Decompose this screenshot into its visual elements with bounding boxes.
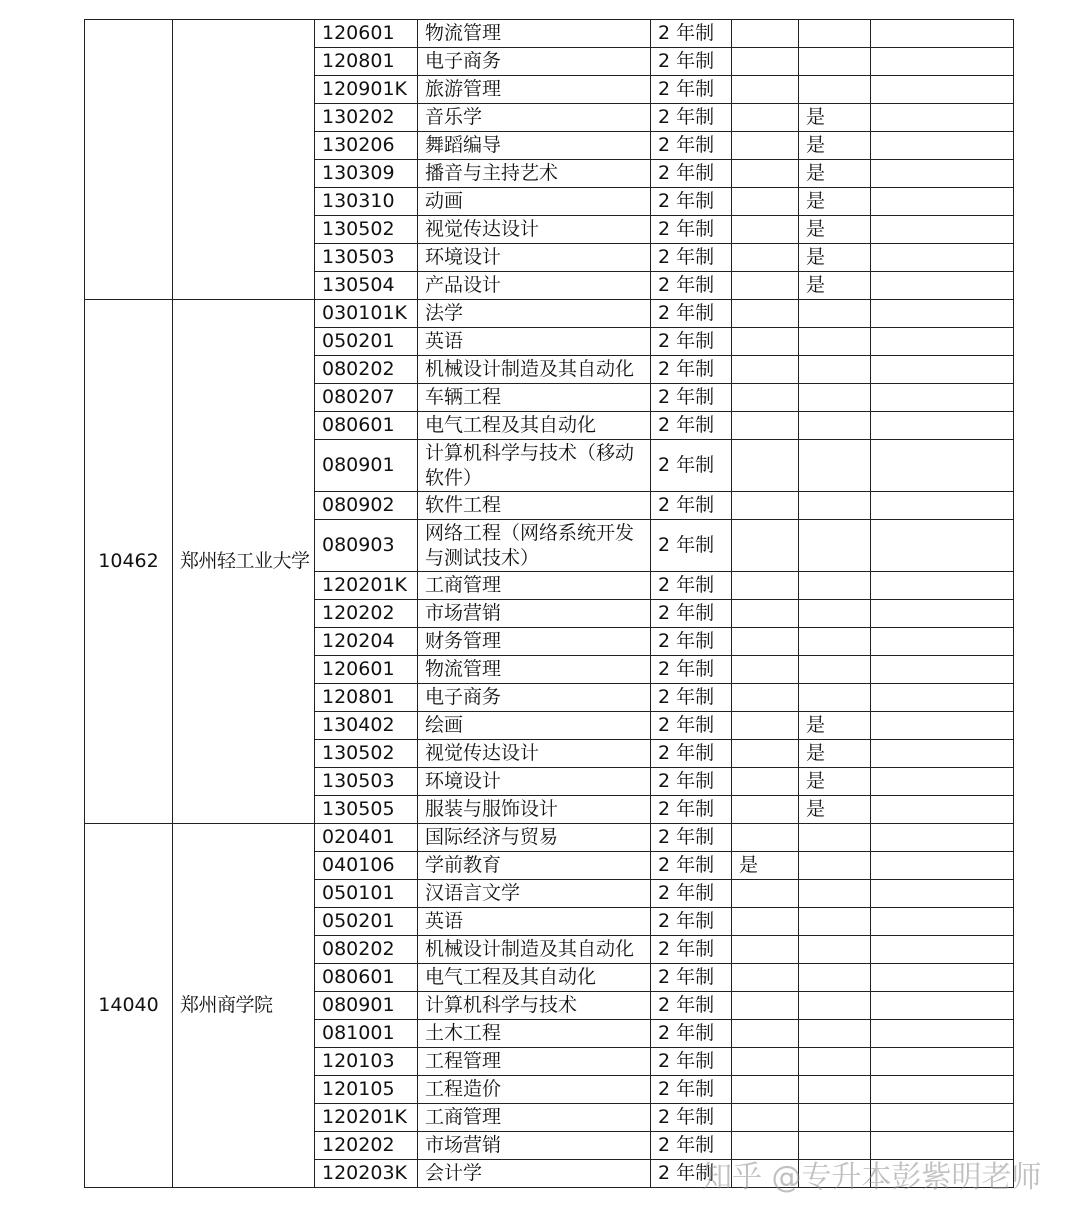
flag-b-cell: [799, 356, 871, 384]
flag-a-cell: [732, 1020, 799, 1048]
major-code-cell: 130502: [315, 740, 418, 768]
major-name-cell: 计算机科学与技术（移动软件）: [418, 440, 651, 492]
school-name-cell: 郑州商学院: [173, 824, 315, 1188]
flag-a-cell: [732, 216, 799, 244]
major-name-cell: 电子商务: [418, 48, 651, 76]
major-name-cell: 播音与主持艺术: [418, 160, 651, 188]
major-code-cell: 130202: [315, 104, 418, 132]
duration-cell: 2 年制: [651, 796, 732, 824]
major-code-cell: 120202: [315, 1132, 418, 1160]
flag-b-cell: 是: [799, 272, 871, 300]
flag-a-cell: [732, 712, 799, 740]
major-code-cell: 030101K: [315, 300, 418, 328]
flag-a-cell: [732, 600, 799, 628]
major-code-cell: 120801: [315, 684, 418, 712]
major-name-cell: 学前教育: [418, 852, 651, 880]
duration-cell: 2 年制: [651, 628, 732, 656]
flag-b-cell: [799, 440, 871, 492]
major-code-cell: 080601: [315, 964, 418, 992]
major-name-cell: 动画: [418, 188, 651, 216]
major-table-body: [85, 20, 1014, 1188]
note-cell: [871, 160, 1014, 188]
major-name-cell: 绘画: [418, 712, 651, 740]
duration-cell: 2 年制: [651, 936, 732, 964]
duration-cell: 2 年制: [651, 132, 732, 160]
note-cell: [871, 48, 1014, 76]
flag-b-cell: [799, 1076, 871, 1104]
flag-b-cell: [799, 48, 871, 76]
duration-cell: 2 年制: [651, 1160, 732, 1188]
note-cell: [871, 440, 1014, 492]
duration-cell: 2 年制: [651, 964, 732, 992]
major-name-cell: 财务管理: [418, 628, 651, 656]
duration-cell: 2 年制: [651, 520, 732, 572]
major-name-cell: 物流管理: [418, 656, 651, 684]
flag-b-cell: [799, 936, 871, 964]
note-cell: [871, 684, 1014, 712]
major-name-cell: 英语: [418, 908, 651, 936]
major-name-cell: 电气工程及其自动化: [418, 964, 651, 992]
duration-cell: 2 年制: [651, 188, 732, 216]
duration-cell: 2 年制: [651, 216, 732, 244]
major-code-cell: 120202: [315, 600, 418, 628]
major-name-cell: 环境设计: [418, 768, 651, 796]
flag-b-cell: 是: [799, 104, 871, 132]
duration-cell: 2 年制: [651, 104, 732, 132]
note-cell: [871, 384, 1014, 412]
duration-cell: 2 年制: [651, 1132, 732, 1160]
flag-a-cell: [732, 20, 799, 48]
flag-a-cell: [732, 908, 799, 936]
flag-b-cell: 是: [799, 712, 871, 740]
note-cell: [871, 132, 1014, 160]
duration-cell: 2 年制: [651, 20, 732, 48]
major-name-cell: 汉语言文学: [418, 880, 651, 908]
note-cell: [871, 628, 1014, 656]
flag-a-cell: [732, 520, 799, 572]
note-cell: [871, 740, 1014, 768]
major-code-cell: 080202: [315, 936, 418, 964]
major-code-cell: 130503: [315, 244, 418, 272]
note-cell: [871, 824, 1014, 852]
flag-a-cell: [732, 740, 799, 768]
major-code-cell: 130504: [315, 272, 418, 300]
note-cell: [871, 796, 1014, 824]
major-code-cell: 120204: [315, 628, 418, 656]
note-cell: [871, 908, 1014, 936]
note-cell: [871, 244, 1014, 272]
flag-b-cell: [799, 992, 871, 1020]
flag-b-cell: [799, 1104, 871, 1132]
major-table: [84, 19, 1014, 1188]
flag-a-cell: [732, 160, 799, 188]
note-cell: [871, 600, 1014, 628]
duration-cell: 2 年制: [651, 1104, 732, 1132]
major-code-cell: 120105: [315, 1076, 418, 1104]
duration-cell: 2 年制: [651, 300, 732, 328]
note-cell: [871, 1104, 1014, 1132]
school-code-cell: 14040: [85, 824, 173, 1188]
note-cell: [871, 992, 1014, 1020]
major-name-cell: 电气工程及其自动化: [418, 412, 651, 440]
duration-cell: 2 年制: [651, 412, 732, 440]
flag-a-cell: [732, 328, 799, 356]
flag-a-cell: [732, 768, 799, 796]
flag-b-cell: [799, 628, 871, 656]
major-code-cell: 120801: [315, 48, 418, 76]
flag-b-cell: [799, 328, 871, 356]
major-code-cell: 050201: [315, 908, 418, 936]
note-cell: [871, 1076, 1014, 1104]
major-code-cell: 120601: [315, 656, 418, 684]
major-code-cell: 120601: [315, 20, 418, 48]
duration-cell: 2 年制: [651, 824, 732, 852]
flag-a-cell: [732, 188, 799, 216]
flag-b-cell: [799, 852, 871, 880]
flag-a-cell: [732, 628, 799, 656]
note-cell: [871, 188, 1014, 216]
note-cell: [871, 76, 1014, 104]
note-cell: [871, 964, 1014, 992]
major-code-cell: 120901K: [315, 76, 418, 104]
note-cell: [871, 20, 1014, 48]
major-name-cell: 物流管理: [418, 20, 651, 48]
major-code-cell: 130310: [315, 188, 418, 216]
major-name-cell: 服装与服饰设计: [418, 796, 651, 824]
flag-b-cell: 是: [799, 160, 871, 188]
major-code-cell: 080601: [315, 412, 418, 440]
flag-a-cell: [732, 572, 799, 600]
flag-b-cell: 是: [799, 768, 871, 796]
flag-b-cell: 是: [799, 796, 871, 824]
major-code-cell: 040106: [315, 852, 418, 880]
school-code-cell: 10462: [85, 300, 173, 824]
major-name-cell: 市场营销: [418, 600, 651, 628]
flag-b-cell: [799, 412, 871, 440]
note-cell: [871, 520, 1014, 572]
flag-b-cell: [799, 300, 871, 328]
major-name-cell: 工商管理: [418, 1104, 651, 1132]
major-code-cell: 130502: [315, 216, 418, 244]
note-cell: [871, 572, 1014, 600]
flag-b-cell: 是: [799, 740, 871, 768]
flag-b-cell: 是: [799, 244, 871, 272]
major-name-cell: 工程管理: [418, 1048, 651, 1076]
major-name-cell: 计算机科学与技术: [418, 992, 651, 1020]
major-code-cell: 020401: [315, 824, 418, 852]
flag-a-cell: [732, 300, 799, 328]
major-name-cell: 网络工程（网络系统开发与测试技术）: [418, 520, 651, 572]
note-cell: [871, 852, 1014, 880]
major-name-cell: 国际经济与贸易: [418, 824, 651, 852]
watermark: 知乎 @专升本彭紫明老师: [702, 1160, 1042, 1195]
note-cell: [871, 1020, 1014, 1048]
note-cell: [871, 300, 1014, 328]
flag-a-cell: [732, 76, 799, 104]
major-code-cell: 120201K: [315, 572, 418, 600]
note-cell: [871, 880, 1014, 908]
duration-cell: 2 年制: [651, 384, 732, 412]
flag-b-cell: 是: [799, 188, 871, 216]
major-code-cell: 080207: [315, 384, 418, 412]
major-name-cell: 音乐学: [418, 104, 651, 132]
flag-b-cell: [799, 964, 871, 992]
major-code-cell: 120103: [315, 1048, 418, 1076]
major-name-cell: 车辆工程: [418, 384, 651, 412]
school-code-cell: [85, 20, 173, 300]
major-code-cell: 080903: [315, 520, 418, 572]
major-code-cell: 120203K: [315, 1160, 418, 1188]
flag-a-cell: [732, 656, 799, 684]
flag-b-cell: [799, 384, 871, 412]
major-name-cell: 会计学: [418, 1160, 651, 1188]
major-name-cell: 工程造价: [418, 1076, 651, 1104]
major-code-cell: 050201: [315, 328, 418, 356]
major-name-cell: 产品设计: [418, 272, 651, 300]
major-code-cell: 130309: [315, 160, 418, 188]
flag-a-cell: [732, 48, 799, 76]
major-name-cell: 环境设计: [418, 244, 651, 272]
duration-cell: 2 年制: [651, 440, 732, 492]
note-cell: [871, 412, 1014, 440]
flag-a-cell: [732, 492, 799, 520]
flag-b-cell: [799, 656, 871, 684]
duration-cell: 2 年制: [651, 684, 732, 712]
table-row: [85, 300, 1014, 328]
flag-a-cell: [732, 132, 799, 160]
major-code-cell: 080901: [315, 992, 418, 1020]
flag-b-cell: [799, 880, 871, 908]
flag-a-cell: [732, 244, 799, 272]
flag-a-cell: [732, 684, 799, 712]
flag-a-cell: [732, 356, 799, 384]
duration-cell: 2 年制: [651, 1020, 732, 1048]
note-cell: [871, 712, 1014, 740]
flag-a-cell: [732, 936, 799, 964]
duration-cell: 2 年制: [651, 656, 732, 684]
flag-b-cell: [799, 1048, 871, 1076]
note-cell: [871, 1048, 1014, 1076]
major-code-cell: 120201K: [315, 1104, 418, 1132]
note-cell: [871, 328, 1014, 356]
flag-a-cell: [732, 824, 799, 852]
flag-a-cell: [732, 104, 799, 132]
flag-b-cell: [799, 572, 871, 600]
flag-a-cell: [732, 796, 799, 824]
school-name-cell: [173, 20, 315, 300]
major-name-cell: 电子商务: [418, 684, 651, 712]
flag-b-cell: [799, 824, 871, 852]
major-code-cell: 080902: [315, 492, 418, 520]
flag-b-cell: [799, 492, 871, 520]
duration-cell: 2 年制: [651, 356, 732, 384]
major-name-cell: 法学: [418, 300, 651, 328]
flag-b-cell: [799, 600, 871, 628]
note-cell: [871, 356, 1014, 384]
table-row: [85, 824, 1014, 852]
duration-cell: 2 年制: [651, 48, 732, 76]
duration-cell: 2 年制: [651, 712, 732, 740]
flag-a-cell: [732, 272, 799, 300]
major-name-cell: 视觉传达设计: [418, 216, 651, 244]
major-name-cell: 市场营销: [418, 1132, 651, 1160]
duration-cell: 2 年制: [651, 880, 732, 908]
note-cell: [871, 936, 1014, 964]
major-name-cell: 机械设计制造及其自动化: [418, 356, 651, 384]
note-cell: [871, 216, 1014, 244]
major-name-cell: 视觉传达设计: [418, 740, 651, 768]
flag-a-cell: [732, 384, 799, 412]
duration-cell: 2 年制: [651, 768, 732, 796]
flag-b-cell: 是: [799, 132, 871, 160]
school-name-cell: 郑州轻工业大学: [173, 300, 315, 824]
major-code-cell: 130505: [315, 796, 418, 824]
duration-cell: 2 年制: [651, 328, 732, 356]
duration-cell: 2 年制: [651, 76, 732, 104]
major-code-cell: 080202: [315, 356, 418, 384]
duration-cell: 2 年制: [651, 600, 732, 628]
note-cell: [871, 272, 1014, 300]
flag-b-cell: 是: [799, 216, 871, 244]
flag-a-cell: [732, 1048, 799, 1076]
major-code-cell: 130402: [315, 712, 418, 740]
flag-b-cell: [799, 684, 871, 712]
flag-b-cell: [799, 76, 871, 104]
duration-cell: 2 年制: [651, 1048, 732, 1076]
major-name-cell: 舞蹈编导: [418, 132, 651, 160]
major-code-cell: 130503: [315, 768, 418, 796]
major-code-cell: 130206: [315, 132, 418, 160]
flag-a-cell: [732, 412, 799, 440]
major-name-cell: 软件工程: [418, 492, 651, 520]
duration-cell: 2 年制: [651, 272, 732, 300]
flag-b-cell: [799, 20, 871, 48]
major-name-cell: 机械设计制造及其自动化: [418, 936, 651, 964]
major-code-cell: 080901: [315, 440, 418, 492]
duration-cell: 2 年制: [651, 1076, 732, 1104]
duration-cell: 2 年制: [651, 740, 732, 768]
note-cell: [871, 656, 1014, 684]
duration-cell: 2 年制: [651, 160, 732, 188]
note-cell: [871, 492, 1014, 520]
duration-cell: 2 年制: [651, 492, 732, 520]
flag-a-cell: [732, 1104, 799, 1132]
major-name-cell: 旅游管理: [418, 76, 651, 104]
duration-cell: 2 年制: [651, 992, 732, 1020]
duration-cell: 2 年制: [651, 908, 732, 936]
flag-b-cell: [799, 1020, 871, 1048]
flag-a-cell: [732, 440, 799, 492]
table-row: [85, 20, 1014, 48]
flag-a-cell: 是: [732, 852, 799, 880]
duration-cell: 2 年制: [651, 572, 732, 600]
major-code-cell: 050101: [315, 880, 418, 908]
flag-a-cell: [732, 1076, 799, 1104]
note-cell: [871, 104, 1014, 132]
duration-cell: 2 年制: [651, 244, 732, 272]
flag-a-cell: [732, 964, 799, 992]
duration-cell: 2 年制: [651, 852, 732, 880]
major-name-cell: 工商管理: [418, 572, 651, 600]
major-code-cell: 081001: [315, 1020, 418, 1048]
major-name-cell: 英语: [418, 328, 651, 356]
note-cell: [871, 768, 1014, 796]
flag-a-cell: [732, 992, 799, 1020]
flag-b-cell: [799, 908, 871, 936]
flag-a-cell: [732, 880, 799, 908]
major-name-cell: 土木工程: [418, 1020, 651, 1048]
flag-b-cell: [799, 520, 871, 572]
